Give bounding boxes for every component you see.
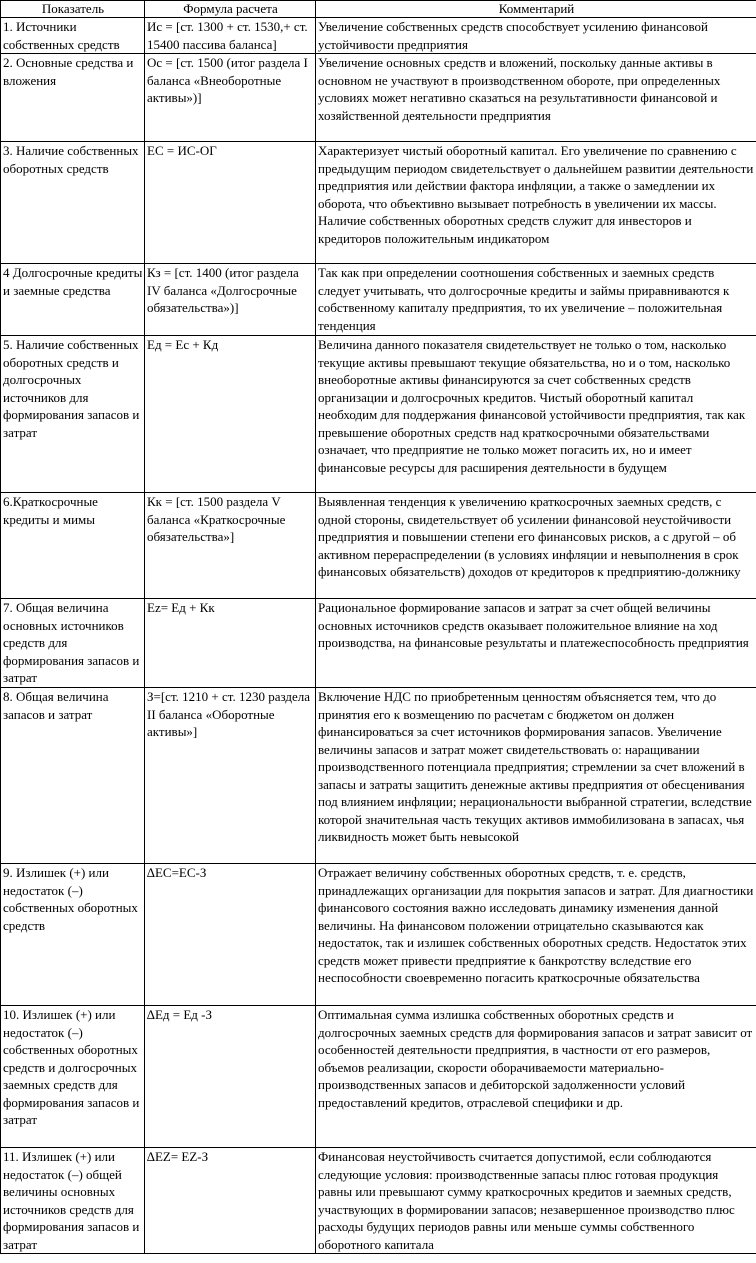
formula-cell: ЕС = ИС-ОГ (145, 142, 316, 264)
comment-cell: Выявленная тенденция к увеличению краткосрочных заемных средств, с одной стороны, свидетельствует об усилении финансовой неустойчивости предприятия и повышении степени его финансовых рисков, а с другой – об активном перераспределении (в условиях инфляции и невыполнения в срок финансовых обязательств) доходов от кредиторов к предприятию-должнику (316, 493, 756, 599)
comment-cell: Увеличение собственных средств способствует усилению финансовой устойчивости предприятия (316, 18, 756, 54)
indicator-cell: 5. Наличие собственных оборотных средств и долгосрочных источников для формирования запасов и затрат (1, 336, 145, 493)
formula-cell: Ос = [ст. 1500 (итог раздела I баланса «Внеоборотные активы»)] (145, 54, 316, 142)
table-row (1, 264, 756, 336)
formula-cell: Кк = [ст. 1500 раздела V баланса «Краткосрочные обязательства»] (145, 493, 316, 599)
comment-cell: Включение НДС по приобретенным ценностям объясняется тем, что до принятия его к возмещению по расчетам с бюджетом он должен финансироваться за счет источников формирования запасов. Увеличение величины запасов и затрат может свидетельствовать о: наращивании производственного потенциала предприятия; стремлении за счет вложений в запасы и затраты защитить денежные активы предприятия от обесценивания под влиянием инфляции; нерациональности выбранной стратегии, вследствие которой значительная часть текущих активов иммобилизована в запасах, чья ликвидность может быть невысокой (316, 688, 756, 864)
header-row (1, 1, 756, 18)
indicator-cell: 7. Общая величина основных источников средств для формирования запасов и затрат (1, 599, 145, 688)
indicator-cell: 11. Излишек (+) или недостаток (–) общей величины основных источников средств для формирования запасов и затрат (1, 1148, 145, 1254)
table-row (1, 336, 756, 493)
comment-cell: Отражает величину собственных оборотных средств, т. е. средств, принадлежащих организации для покрытия запасов и затрат. Для диагностики финансового состояния важно исследовать динамику изменения данной величины. На финансовом положении отрицательно сказываются как недостаток, так и излишек собственных оборотных средств. Недостаток этих средств может привести предприятие к банкротству вследствие его неспособности своевременно погасить краткосрочные обязательства (316, 864, 756, 1006)
table-row (1, 18, 756, 54)
table-row (1, 493, 756, 599)
table-row (1, 1148, 756, 1254)
formula-cell: Кз = [ст. 1400 (итог раздела IV баланса «Долгосрочные обязательства»)] (145, 264, 316, 336)
table-row (1, 54, 756, 142)
header-indicator: Показатель (1, 1, 145, 18)
indicator-cell: 4 Долгосрочные кредиты и заемные средства (1, 264, 145, 336)
formula-cell: З=[ст. 1210 + ст. 1230 раздела II баланса «Оборотные активы»] (145, 688, 316, 864)
indicator-cell: 2. Основные средства и вложения (1, 54, 145, 142)
comment-cell: Финансовая неустойчивость считается допустимой, если соблюдаются следующие условия: производственные запасы плюс готовая продукция равны или превышают сумму краткосрочных кредитов и заемных средств, участвующих в формировании запасов; незавершенное производство плюс расходы будущих периодов равны или меньше суммы собственного оборотного капитала (316, 1148, 756, 1254)
indicator-cell: 6.Краткосрочные кредиты и мимы (1, 493, 145, 599)
table-row (1, 688, 756, 864)
table-row (1, 599, 756, 688)
comment-cell: Характеризует чистый оборотный капитал. Его увеличение по сравнению с предыдущим периодом свидетельствует о дальнейшем развитии деятельности предприятия или действии фактора инфляции, а также о замедлении их оборота, что объективно вызывает потребность в увеличении их массы. Наличие собственных оборотных средств служит для инвесторов и кредиторов положительным индикатором (316, 142, 756, 264)
formula-cell: Еz= Ед + Кк (145, 599, 316, 688)
comment-cell: Рациональное формирование запасов и затрат за счет общей величины основных источников средств оказывает положительное влияние на ход производства, на финансовые результаты и платежеспособность предприятия (316, 599, 756, 688)
formula-cell: Ед = Ес + Кд (145, 336, 316, 493)
formula-cell: ∆ЕС=ЕС-З (145, 864, 316, 1006)
table-row (1, 142, 756, 264)
header-comment: Комментарий (316, 1, 756, 18)
comment-cell: Увеличение основных средств и вложений, поскольку данные активы в основном не участвуют в производственном обороте, при определенных условиях может негативно сказаться на результативности финансовой и хозяйственной деятельности предприятия (316, 54, 756, 142)
comment-cell: Оптимальная сумма излишка собственных оборотных средств и долгосрочных заемных средств для формирования запасов и затрат зависит от особенностей деятельности предприятия, в частности от его размеров, объемов реализации, скорости оборачиваемости материально-производственных запасов и дебиторской задолженности условий предоставлений кредитов, отраслевой специфики и др. (316, 1006, 756, 1148)
indicator-cell: 10. Излишек (+) или недостаток (–) собственных оборотных средств и долгосрочных заемных средств для формирования запасов и затрат (1, 1006, 145, 1148)
indicator-cell: 9. Излишек (+) или недостаток (–) собственных оборотных средств (1, 864, 145, 1006)
header-formula: Формула расчета (145, 1, 316, 18)
formula-cell: ∆ЕZ= ЕZ-З (145, 1148, 316, 1254)
formula-cell: Ис = [ст. 1300 + ст. 1530,+ ст. 15400 пассива баланса] (145, 18, 316, 54)
table-row (1, 864, 756, 1006)
comment-cell: Так как при определении соотношения собственных и заемных средств следует учитывать, что долгосрочные кредиты и займы приравниваются к собственному капиталу предприятия, то их увеличение – положительная тенденция (316, 264, 756, 336)
indicator-cell: 8. Общая величина запасов и затрат (1, 688, 145, 864)
formula-cell: ∆Ед = Ед -З (145, 1006, 316, 1148)
comment-cell: Величина данного показателя свидетельствует не только о том, насколько текущие активы превышают текущие обязательства, но и о том, насколько внеоборотные активы финансируются за счет собственных средств организации и долгосрочных кредитов. Чистый оборотный капитал необходим для поддержания финансовой устойчивости предприятия, так как превышение оборотных средств над краткосрочными обязательствами означает, что предприятие не только может погасить их, но и имеет финансовые ресурсы для расширения деятельности в будущем (316, 336, 756, 493)
indicator-cell: 1. Источники собственных средств (1, 18, 145, 54)
indicator-cell: 3. Наличие собственных оборотных средств (1, 142, 145, 264)
table-row (1, 1006, 756, 1148)
